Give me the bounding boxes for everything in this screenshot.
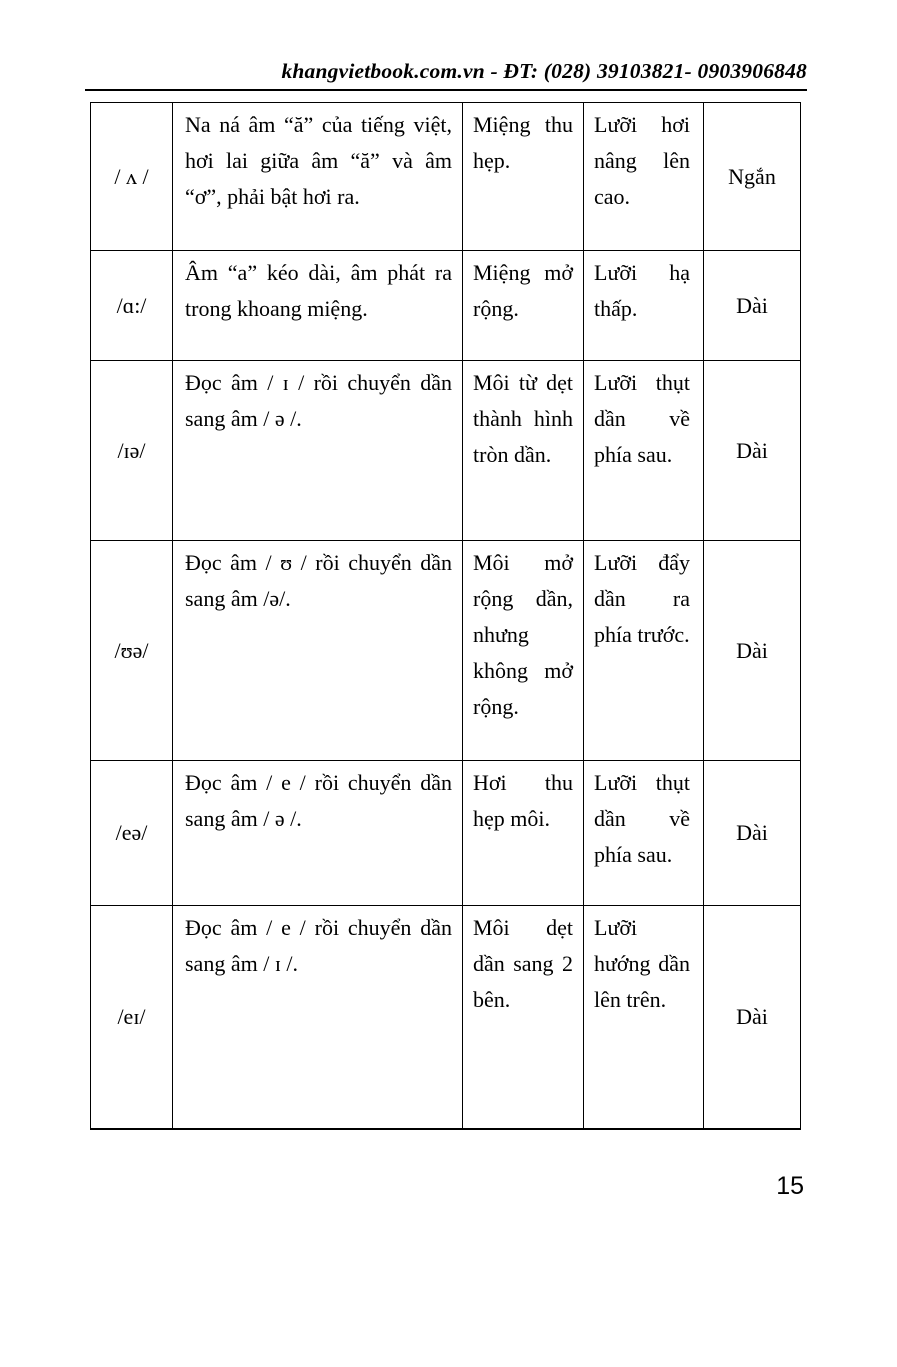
mouth-position-cell: Môi dẹt dần sang 2 bên. [463, 906, 584, 1129]
phoneme-symbol-cell: /ʊə/ [91, 541, 173, 761]
phoneme-symbol-cell: /ɪə/ [91, 361, 173, 541]
mouth-position-cell: Môi từ dẹt thành hình tròn dần. [463, 361, 584, 541]
tongue-position-cell: Lưỡi thụt dần về phía sau. [584, 761, 704, 906]
table-row [91, 361, 801, 541]
description-cell: Âm “a” kéo dài, âm phát ra trong khoang miệng. [173, 251, 463, 361]
phonetics-table [90, 102, 801, 1130]
page-number: 15 [776, 1171, 804, 1200]
phoneme-symbol-cell: /ɑ:/ [91, 251, 173, 361]
tongue-position-cell: Lưỡi hạ thấp. [584, 251, 704, 361]
tongue-position-cell: Lưỡi thụt dần về phía sau. [584, 361, 704, 541]
vowel-length-cell: Dài [704, 541, 801, 761]
table-row [91, 251, 801, 361]
phoneme-symbol-cell: /eə/ [91, 761, 173, 906]
table-row [91, 541, 801, 761]
table-row [91, 906, 801, 1129]
mouth-position-cell: Miệng thu hẹp. [463, 103, 584, 251]
mouth-position-cell: Miệng mở rộng. [463, 251, 584, 361]
description-cell: Na ná âm “ă” của tiếng việt, hơi lai giữa âm “ă” và âm “ơ”, phải bật hơi ra. [173, 103, 463, 251]
vowel-length-cell: Ngắn [704, 103, 801, 251]
vowel-length-cell: Dài [704, 906, 801, 1129]
vowel-length-cell: Dài [704, 761, 801, 906]
description-cell: Đọc âm / ɪ / rồi chuyển dần sang âm / ə /. [173, 361, 463, 541]
table-row [91, 103, 801, 251]
vowel-length-cell: Dài [704, 361, 801, 541]
tongue-position-cell: Lưỡi hướng dần lên trên. [584, 906, 704, 1129]
mouth-position-cell: Hơi thu hẹp môi. [463, 761, 584, 906]
tongue-position-cell: Lưỡi đẩy dần ra phía trước. [584, 541, 704, 761]
tongue-position-cell: Lưỡi hơi nâng lên cao. [584, 103, 704, 251]
phoneme-symbol-cell: / ʌ / [91, 103, 173, 251]
table-row [91, 761, 801, 906]
mouth-position-cell: Môi mở rộng dần, nhưng không mở rộng. [463, 541, 584, 761]
page-header [85, 59, 807, 91]
description-cell: Đọc âm / ʊ / rồi chuyển dần sang âm /ə/. [173, 541, 463, 761]
vowel-length-cell: Dài [704, 251, 801, 361]
header-title: khangvietbook.com.vn - ĐT: (028) 39103821- 0903906848 [281, 59, 807, 83]
description-cell: Đọc âm / e / rồi chuyển dần sang âm / ɪ /. [173, 906, 463, 1129]
description-cell: Đọc âm / e / rồi chuyển dần sang âm / ə /. [173, 761, 463, 906]
phoneme-symbol-cell: /eɪ/ [91, 906, 173, 1129]
